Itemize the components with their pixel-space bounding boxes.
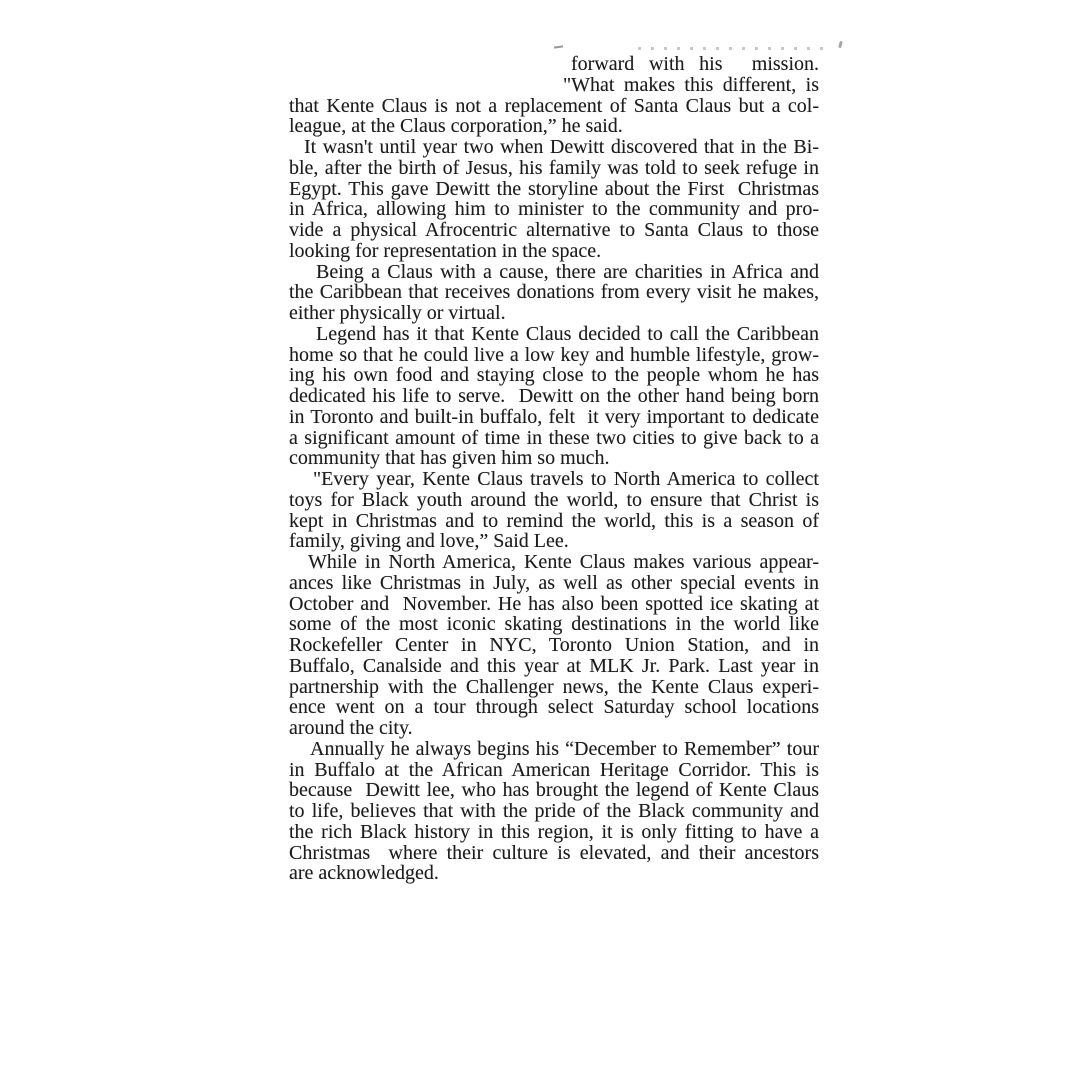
clipped-line-remnant-tick [838,41,843,49]
text-line: dedicated his life to serve. Dewitt on the other hand being born [289,385,819,407]
text-line: in Africa, allowing him to minister to the community and pro- [289,198,819,221]
text-line: home so that he could live a low key and humble lifestyle, grow- [289,343,819,366]
text-line: the Caribbean that receives donations from every visit he makes, [289,281,819,304]
text-line: Legend has it that Kente Claus decided to call the Caribbean [316,322,819,345]
text-line: looking for representation in the space. [289,239,602,262]
text-line: ence went on a tour through select Saturday school locations [289,696,819,719]
paragraph [289,469,819,552]
text-line: either physically or virtual. [289,302,506,324]
text-line: Buffalo, Canalside and this year at MLK Jr. Park. Last year in [289,654,819,677]
paragraph [289,324,819,469]
text-line: Annually he always begins his “December to Remember” tour [310,737,819,760]
article-column [289,54,819,884]
paragraph [289,262,819,324]
text-line: in Buffalo at the African American Heritage Corridor. This is [289,758,819,781]
text-line: partnership with the Challenger news, the Kente Claus experi- [289,675,819,698]
text-line: While in North America, Kente Claus makes various appear- [308,551,819,573]
text-line: that Kente Claus is not a replacement of Santa Claus but a col- [289,94,819,117]
text-line: "What makes this different, is [563,73,819,96]
text-line: are acknowledged. [289,862,439,885]
text-line: Rockefeller Center in NYC, Toronto Union Station, and in [289,634,819,656]
text-line: league, at the Claus corporation,” he said. [289,115,623,138]
text-line: because Dewitt lee, who has brought the legend of Kente Claus [289,779,819,802]
text-line: community that has given him so much. [289,447,610,470]
text-line: Christmas where their culture is elevated, and their ancestors [289,841,819,864]
text-line: toys for Black youth around the world, to ensure that Christ is [289,488,819,511]
text-line: some of the most iconic skating destinations in the world like [289,613,819,636]
text-line: ances like Christmas in July, as well as other special events in [289,571,819,594]
text-line: "Every year, Kente Claus travels to North America to collect [313,468,819,490]
text-line: to life, believes that with the pride of the Black community and [289,800,819,822]
text-line: ing his own food and staying close to the people whom he has [289,364,819,387]
text-line: around the city. [289,717,413,739]
text-line: ble, after the birth of Jesus, his family was told to seek refuge in [289,156,819,179]
text-line: October and November. He has also been spotted ice skating at [289,592,819,615]
text-line: forward with his mission. [571,53,819,75]
paragraph [289,54,819,137]
text-line: Being a Claus with a cause, there are charities in Africa and [316,260,819,283]
text-line: family, giving and love,” Said Lee. [289,530,569,553]
clipped-line-remnant-dash [554,45,563,48]
paragraph [289,137,819,262]
text-line: kept in Christmas and to remind the world, this is a season of [289,509,819,532]
text-line: the rich Black history in this region, it is only fitting to have a [289,820,819,843]
paragraph [289,552,819,739]
text-line: in Toronto and built-in buffalo, felt it very important to dedicate [289,405,819,428]
text-line: Egypt. This gave Dewitt the storyline about the First Christmas [289,177,819,200]
clipped-line-remnant-dots [638,47,824,50]
text-line: a significant amount of time in these two cities to give back to a [289,426,819,449]
text-line: It wasn't until year two when Dewitt discovered that in the Bi- [304,136,819,158]
text-line: vide a physical Afrocentric alternative to Santa Claus to those [289,219,819,241]
paragraph [289,739,819,884]
